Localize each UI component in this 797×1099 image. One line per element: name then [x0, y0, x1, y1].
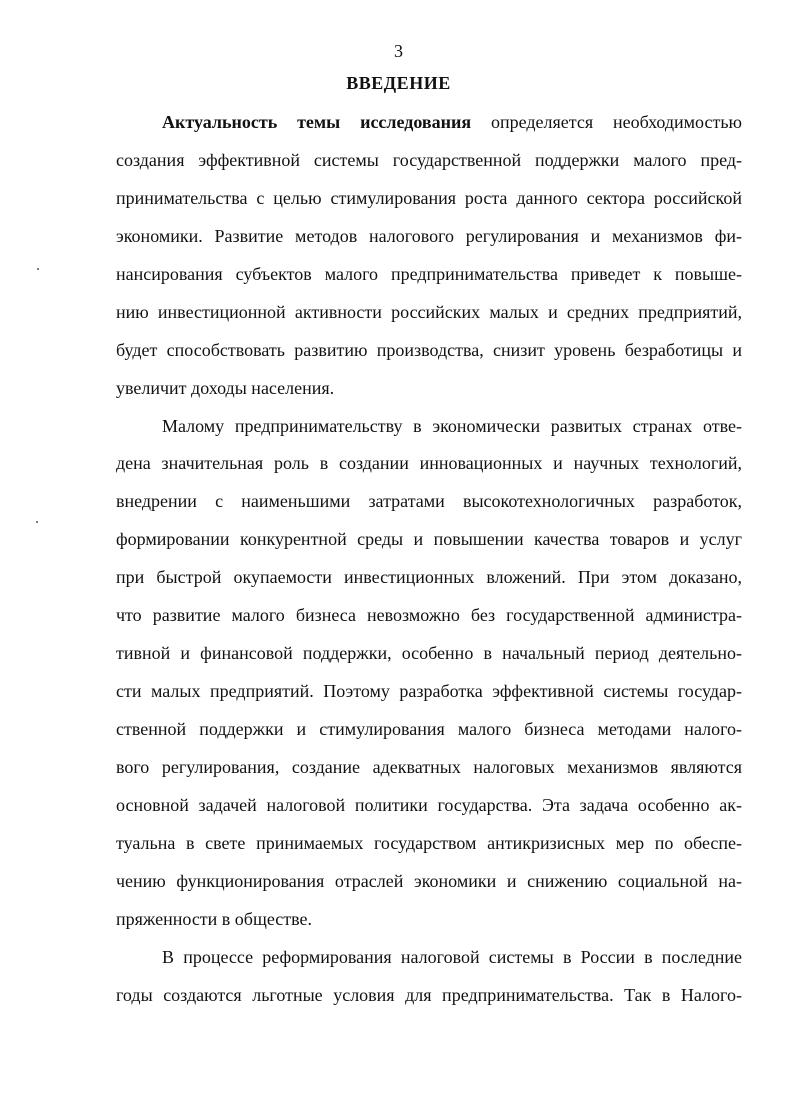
- paragraph-2-line-10: вого регулирования, создание адекватных налоговых механизмов являются: [116, 757, 742, 777]
- paragraph-3-line-1: В процессе реформирования налоговой системы в России в последние: [162, 947, 742, 967]
- paragraph-2-line-9: ственной поддержки и стимулирования малого бизнеса методами налого-: [116, 719, 742, 739]
- paragraph-2-line-5: при быстрой окупаемости инвестиционных вложений. При этом доказано,: [116, 567, 742, 587]
- paragraph-1-line-8: увеличит доходы населения.: [116, 378, 335, 398]
- paragraph-1-line-3: принимательства с целью стимулирования роста данного сектора российской: [116, 188, 742, 208]
- paragraph-3-line-2: годы создаются льготные условия для предпринимательства. Так в Налого-: [116, 985, 742, 1005]
- paragraph-2-line-11: основной задачей налоговой политики государства. Эта задача особенно ак-: [116, 795, 742, 815]
- paragraph-2-line-12: туальна в свете принимаемых государством антикризисных мер по обеспе-: [116, 833, 742, 853]
- section-heading: ВВЕДЕНИЕ: [346, 73, 451, 93]
- paragraph-1-line-1-rest: определяется необходимостью: [471, 112, 743, 132]
- paragraph-2-line-6: что развитие малого бизнеса невозможно без государственной администра-: [116, 605, 742, 625]
- paragraph-2-line-3: внедрении с наименьшими затратами высокотехнологичных разработок,: [116, 491, 742, 511]
- paragraph-1-line-7: будет способствовать развитию производства, снизит уровень безработицы и: [116, 340, 742, 360]
- paragraph-2-line-4: формировании конкурентной среды и повышении качества товаров и услуг: [116, 529, 742, 549]
- scan-speck: [36, 521, 38, 523]
- paragraph-2-line-8: сти малых предприятий. Поэтому разработка эффективной системы государ-: [116, 681, 742, 701]
- paragraph-1-line-6: нию инвестиционной активности российских малых и средних предприятий,: [116, 302, 742, 322]
- paragraph-1-line-4: экономики. Развитие методов налогового регулирования и механизмов фи-: [116, 226, 742, 246]
- paragraph-2-line-7: тивной и финансовой поддержки, особенно в начальный период деятельно-: [116, 643, 742, 663]
- paragraph-2-line-1: Малому предпринимательству в экономически развитых странах отве-: [162, 416, 742, 436]
- paragraph-1-line-2: создания эффективной системы государственной поддержки малого пред-: [116, 150, 742, 170]
- bold-lead-phrase: Актуальность темы исследования: [162, 112, 472, 132]
- scan-speck: [37, 268, 39, 270]
- paragraph-2-line-13: чению функционирования отраслей экономики и снижению социальной на-: [116, 871, 742, 891]
- paragraph-1-line-1: [162, 111, 742, 133]
- paragraph-2-line-2: дена значительная роль в создании инновационных и научных технологий,: [116, 453, 742, 473]
- paragraph-2-line-14: пряженности в обществе.: [116, 909, 312, 929]
- paragraph-1-line-5: нансирования субъектов малого предпринимательства приведет к повыше-: [116, 264, 742, 284]
- page-number: 3: [394, 41, 403, 61]
